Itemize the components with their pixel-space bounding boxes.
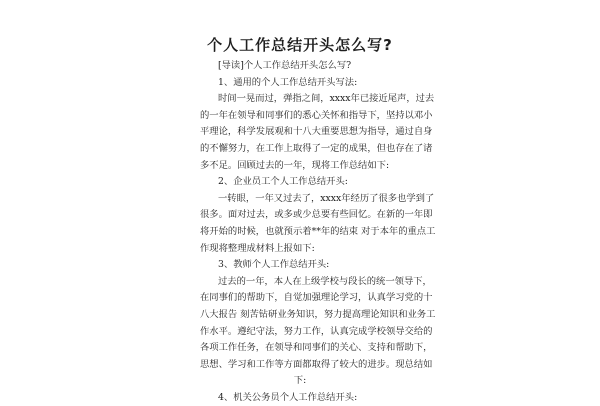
body-line: 作水平。遵纪守法，努力工作，认真完成学校领导交给的 <box>200 325 433 337</box>
body-line: 八大报告 刻苦钻研业务知识，努力提高理论知识和业务工 <box>200 308 436 320</box>
body-line: 作现将整理成材料上报如下: <box>200 242 315 254</box>
body-line: 一转眼，一年又过去了，xxxx年经历了很多也学到了 <box>218 192 435 204</box>
body-line: 的一年在领导和同事们的悉心关怀和指导下，坚持以邓小 <box>200 109 433 121</box>
body-line: 思想、学习和工作等方面都取得了较大的进步。现总结如 <box>200 358 433 370</box>
body-line: 各项工作任务，在领导和同事们的关心、支持和帮助下， <box>200 342 433 354</box>
body-line: 很多。面对过去，或多或少总要有些回忆。在新的一年即 <box>200 209 433 221</box>
body-line: 的不懈努力，在工作上取得了一定的成果，但也存在了诸 <box>200 142 433 154</box>
body-line: 2、企业员工个人工作总结开头: <box>218 176 348 188</box>
body-line: 时间一晃而过，弹指之间，xxxx年已接近尾声，过去 <box>218 93 435 105</box>
body-line: 多不足。回顾过去的一年，现将工作总结如下: <box>200 159 390 171</box>
body-line: 下: <box>293 375 307 387</box>
document-body <box>200 58 436 406</box>
body-line: 在同事们的帮助下，自觉加强理论学习，认真学习党的十 <box>200 292 433 304</box>
body-line: 将开始的时候，也就预示着**年的结束 对于本年的重点工 <box>200 225 436 237</box>
body-line: [导读]个人工作总结开头怎么写? <box>218 60 352 71</box>
document-title: 个人工作总结开头怎么写? <box>207 36 393 54</box>
body-line: 1、通用的个人工作总结开头写法: <box>218 76 358 88</box>
body-line: 平理论，科学发展观和十八大重要思想为指导，通过自身 <box>200 126 433 138</box>
body-line: 过去的一年，本人在上级学校与段长的统一领导下， <box>218 275 432 287</box>
body-line: 4、机关公务员个人工作总结开头: <box>218 391 358 403</box>
body-line: 3、教师个人工作总结开头: <box>218 259 330 271</box>
